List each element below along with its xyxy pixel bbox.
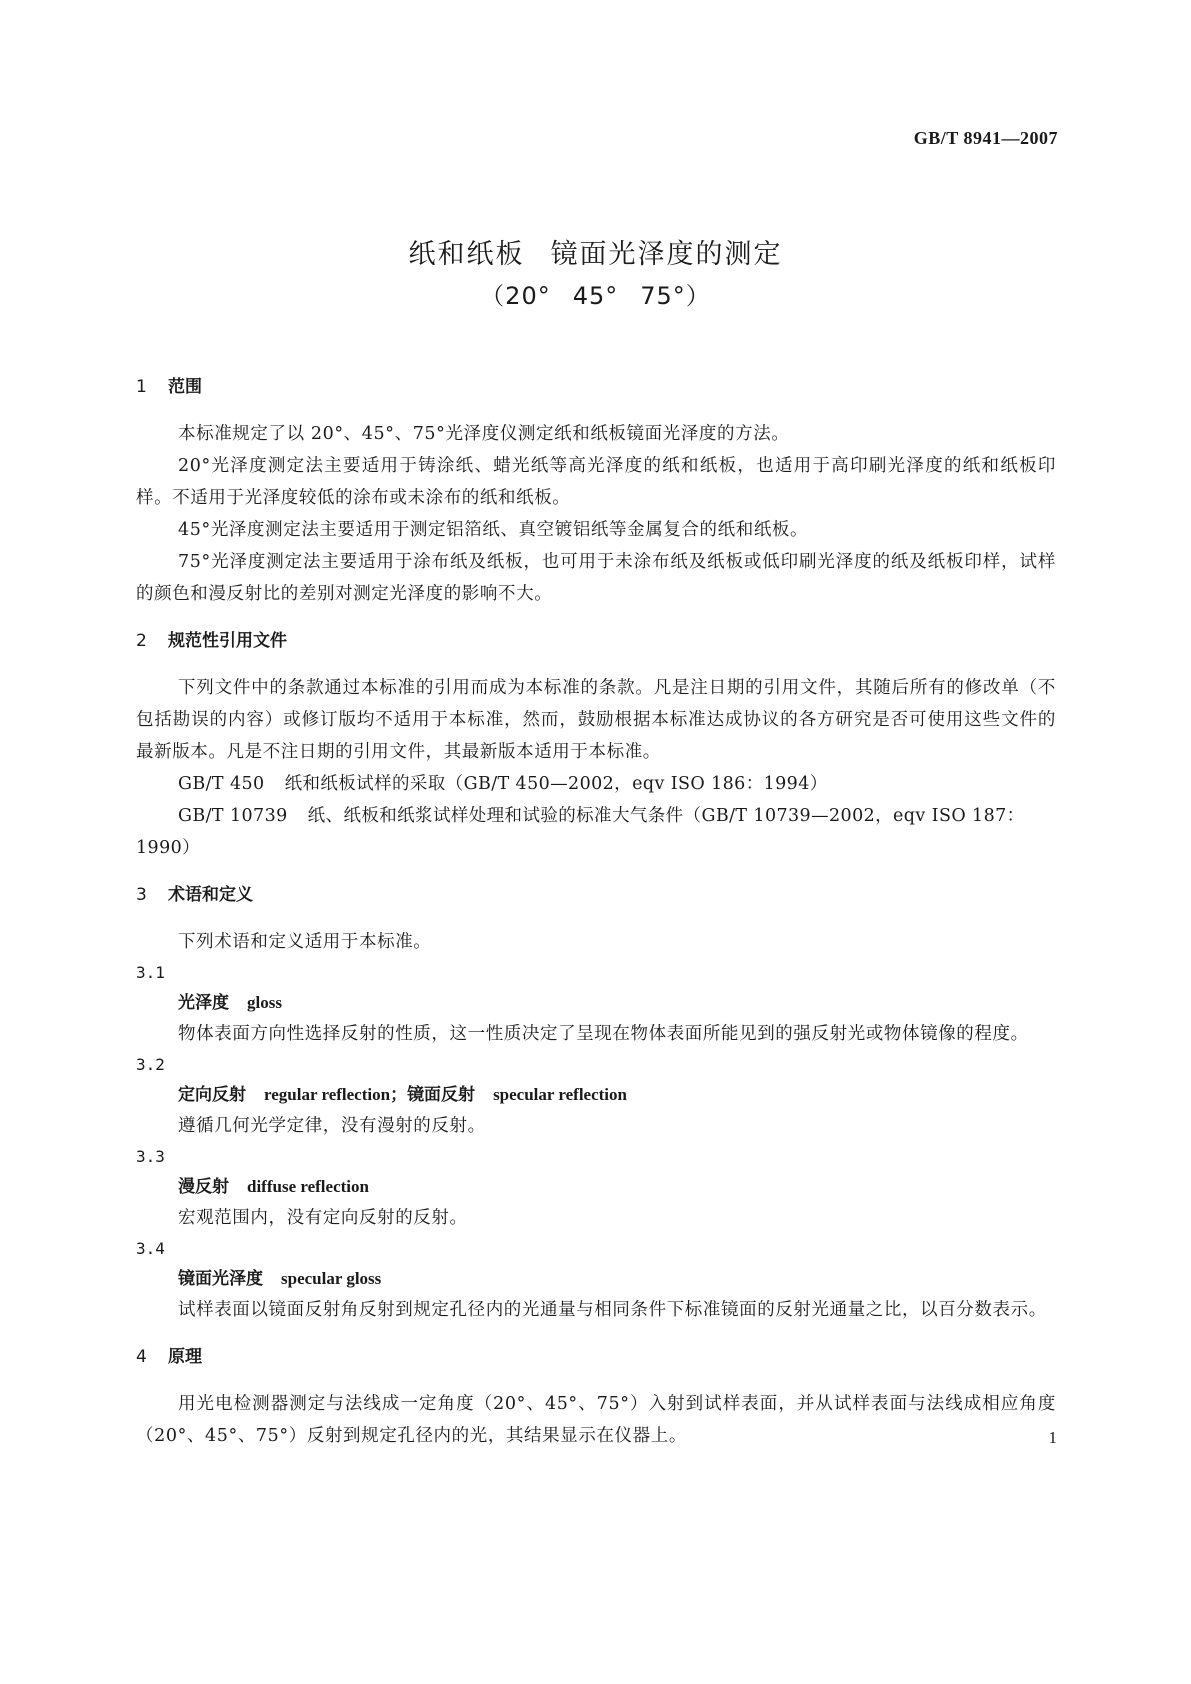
document-subtitle [0, 276, 1191, 311]
reference-code: GB/T 450 [178, 774, 265, 794]
title-part-1: 纸和纸板 [408, 239, 525, 270]
term-zh: 光泽度 [178, 993, 229, 1013]
document-title [0, 232, 1191, 271]
term-title [136, 988, 1056, 1018]
term-definition: 宏观范围内，没有定向反射的反射。 [178, 1208, 468, 1228]
term-en: regular reflection [264, 1085, 391, 1104]
reference-text: 纸、纸板和纸浆试样处理和试验的标准大气条件（GB/T 10739—2002，eqv ISO 187：1990） [136, 806, 1025, 858]
paragraph: 20°光泽度测定法主要适用于铸涂纸、蜡光纸等高光泽度的纸和纸板，也适用于高印刷光泽度的纸和纸板印样。不适用于光泽度较低的涂布或未涂布的纸和纸板。 [136, 456, 1056, 508]
term-entry [136, 958, 1056, 1050]
paragraph: 45°光泽度测定法主要适用于测定铝箔纸、真空镀铝纸等金属复合的纸和纸板。 [178, 520, 809, 540]
section-number: 1 [136, 377, 147, 397]
section-scope [136, 374, 1056, 610]
term-definition: 试样表面以镜面反射角反射到规定孔径内的光通量与相同条件下标准镜面的反射光通量之比，以百分数表示。 [178, 1300, 1047, 1320]
term-en: diffuse reflection [247, 1177, 369, 1196]
section-heading [136, 374, 1056, 400]
subtitle-angle-2: 45° [572, 282, 619, 310]
term-entry [136, 1050, 1056, 1142]
paragraph: 75°光泽度测定法主要适用于涂布纸及纸板，也可用于未涂布纸及纸板或低印刷光泽度的纸及纸板印样，试样的颜色和漫反射比的差别对测定光泽度的影响不大。 [136, 552, 1056, 604]
reference-code: GB/T 10739 [178, 806, 288, 826]
title-part-2: 镜面光泽度的测定 [550, 239, 783, 270]
term-number: 3.1 [136, 963, 165, 982]
section-normative-references [136, 628, 1056, 864]
term-en-alt: specular reflection [493, 1085, 627, 1104]
term-title [136, 1172, 1056, 1202]
page-number: 1 [1048, 1428, 1057, 1447]
paragraph: 下列文件中的条款通过本标准的引用而成为本标准的条款。凡是注日期的引用文件，其随后所有的修改单（不包括勘误的内容）或修订版均不适用于本标准，然而，鼓励根据本标准达成协议的各方研究是否可使用这些文件的最新版本。凡是不注日期的引用文件，其最新版本适用于本标准。 [136, 678, 1056, 762]
term-zh: 漫反射 [178, 1177, 229, 1197]
term-title [136, 1264, 1056, 1294]
section-heading [136, 1344, 1056, 1370]
term-number: 3.3 [136, 1147, 165, 1166]
section-terms-definitions [136, 882, 1056, 1326]
standard-code: GB/T 8941—2007 [913, 128, 1058, 148]
reference-item [136, 800, 1056, 864]
term-en: specular gloss [281, 1269, 382, 1288]
subtitle-angle-3: 75°） [640, 282, 711, 310]
reference-text: 纸和纸板试样的采取（GB/T 450—2002，eqv ISO 186：1994） [284, 774, 828, 794]
term-zh-alt: 镜面反射 [407, 1085, 476, 1105]
section-number: 2 [136, 631, 147, 651]
term-zh: 镜面光泽度 [178, 1269, 263, 1289]
term-title [136, 1080, 1056, 1110]
section-heading [136, 628, 1056, 654]
section-principle [136, 1344, 1056, 1452]
section-number: 4 [136, 1347, 147, 1367]
term-definition: 遵循几何光学定律，没有漫射的反射。 [178, 1116, 486, 1136]
paragraph: 本标准规定了以 20°、45°、75°光泽度仪测定纸和纸板镜面光泽度的方法。 [178, 424, 790, 444]
document-body [136, 374, 1056, 1470]
term-entry [136, 1234, 1056, 1326]
reference-item [136, 768, 1056, 800]
section-title: 范围 [168, 377, 202, 397]
term-number: 3.2 [136, 1055, 165, 1074]
term-separator: ； [390, 1085, 408, 1105]
section-title: 原理 [168, 1347, 202, 1367]
term-number: 3.4 [136, 1239, 165, 1258]
section-number: 3 [136, 885, 147, 905]
section-heading [136, 882, 1056, 908]
section-title: 术语和定义 [168, 885, 253, 905]
subtitle-angle-1: （20° [480, 282, 551, 310]
term-zh: 定向反射 [178, 1085, 246, 1105]
term-definition: 物体表面方向性选择反射的性质，这一性质决定了呈现在物体表面所能见到的强反射光或物体镜像的程度。 [178, 1024, 1029, 1044]
section-title: 规范性引用文件 [168, 631, 287, 651]
paragraph: 下列术语和定义适用于本标准。 [178, 932, 432, 952]
paragraph: 用光电检测器测定与法线成一定角度（20°、45°、75°）入射到试样表面，并从试样表面与法线成相应角度（20°、45°、75°）反射到规定孔径内的光，其结果显示在仪器上。 [136, 1394, 1056, 1446]
term-entry [136, 1142, 1056, 1234]
term-en: gloss [247, 993, 282, 1012]
